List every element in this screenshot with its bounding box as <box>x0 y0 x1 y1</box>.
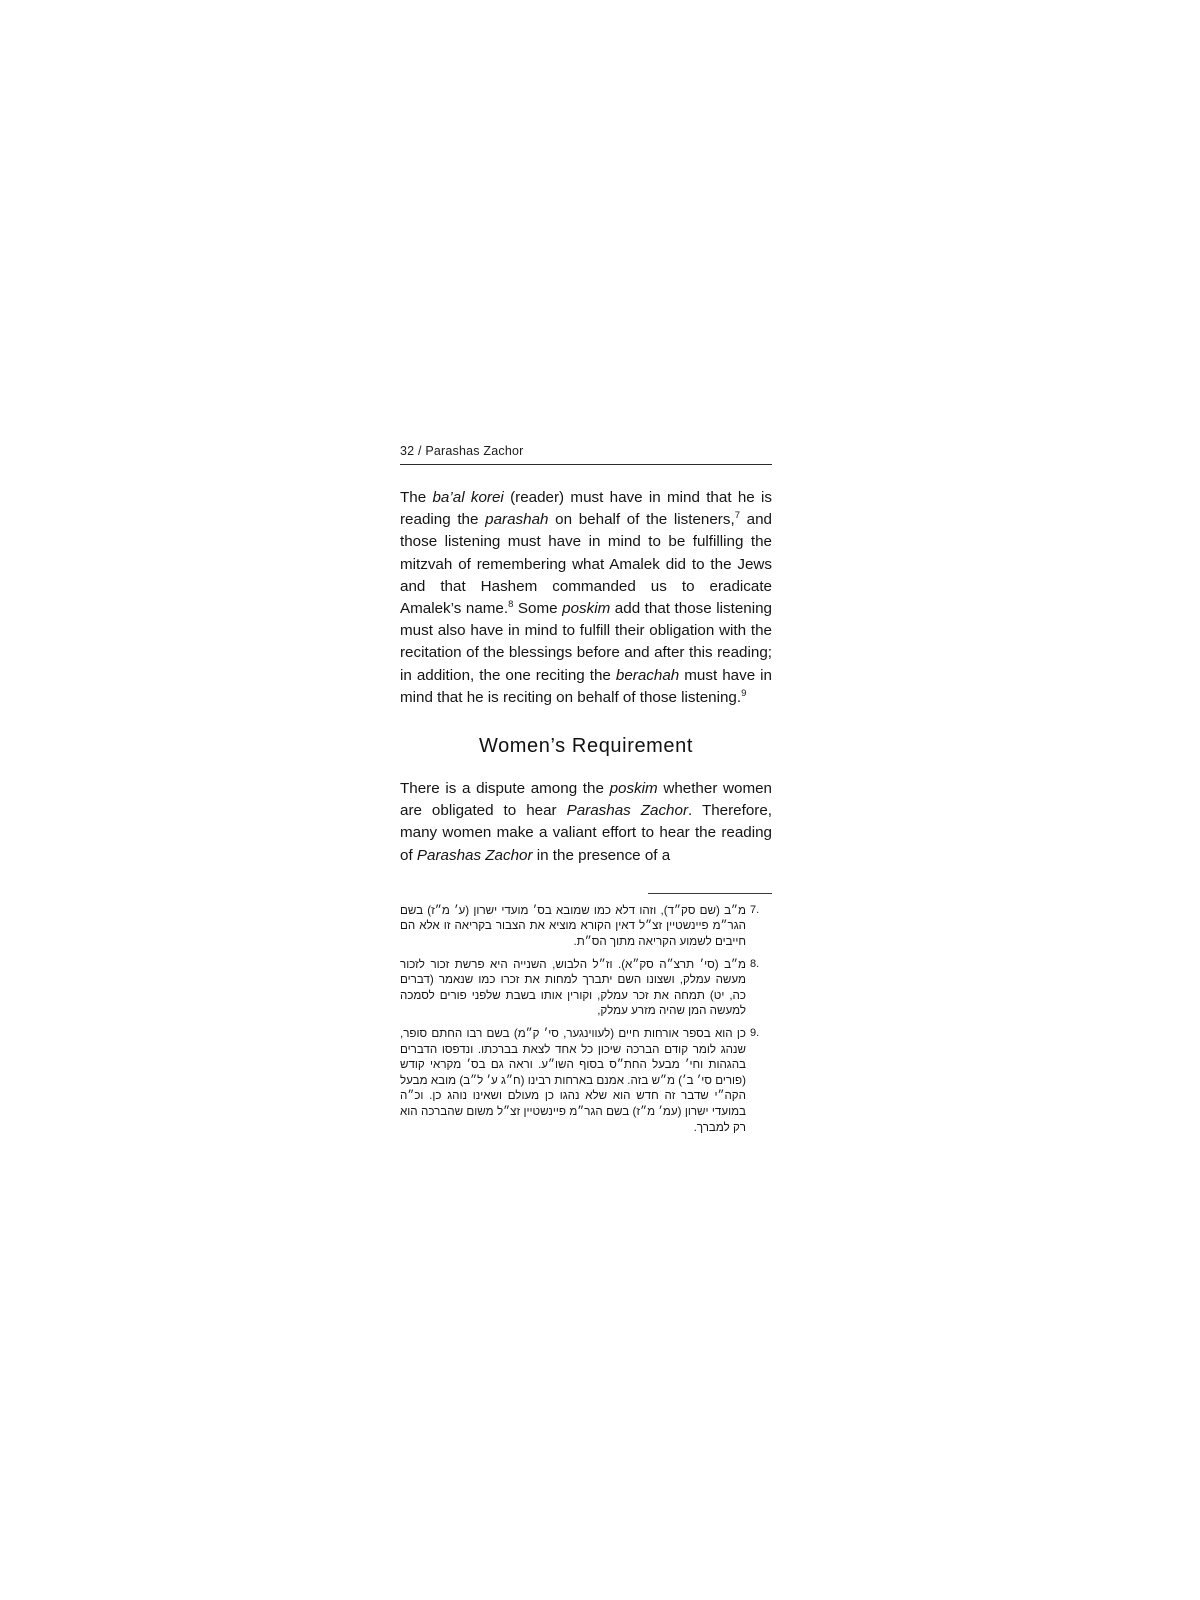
running-head: 32 / Parashas Zachor <box>400 444 524 458</box>
text-run: in the presence of a <box>532 846 671 864</box>
text-run: whether women are obligated to hear <box>400 780 772 820</box>
text-run: and those listening must have in mind to be fulfilling the mitzvah of remembering what Amalek did to the Jews and that Hashem commanded us to eradicate Amalek’s name. <box>400 511 772 618</box>
footnote-text: מ״ב (סי׳ תרצ״ה סק״א). וז״ל הלבוש, השנייה היא פרשת זכור לזכור מעשה עמלק, ושצונו השם יתברך למחות את זכרו כמו שנאמר (דברים כה, יט) תמחה את זכר עמלק, וקורין אותו בשבת שלפני פורים לסמכה למעשה המן שהיה מזרע עמלק, <box>400 957 746 1018</box>
text-run: There is a dispute among the <box>400 780 610 798</box>
italic-term: ba’al korei <box>432 489 504 506</box>
footnote-item <box>400 957 772 1019</box>
footnote-item <box>400 1026 772 1135</box>
text-run: . Therefore, many women make a valiant effort to hear the reading of <box>400 802 773 864</box>
footnote-marker[interactable]: 8 <box>508 598 514 610</box>
section-heading: Women’s Requirement <box>478 735 694 758</box>
footnote-item <box>400 903 772 950</box>
footnote-marker[interactable]: 7 <box>734 510 740 522</box>
text-run: must have in mind that he is reciting on behalf of those listening. <box>400 666 772 706</box>
footnote-number: 7. <box>750 903 760 916</box>
footnote-list <box>400 903 772 1135</box>
text-run: on behalf of the listeners, <box>548 511 735 529</box>
text-run: The <box>400 489 433 506</box>
body-paragraph-2 <box>400 778 772 867</box>
italic-term: Parashas Zachor <box>566 802 689 820</box>
text-run: (reader) must have in mind that he is reading the <box>400 489 772 529</box>
italic-term: berachah <box>615 666 680 684</box>
header-divider <box>400 464 772 465</box>
page-content <box>400 444 772 1142</box>
italic-term: poskim <box>562 600 611 618</box>
footnote-divider <box>648 893 772 894</box>
text-run: Some <box>513 600 563 618</box>
body-paragraph-1 <box>400 487 772 709</box>
footnote-text: כן הוא בספר אורחות חיים (לעווינגער, סי׳ ק״מ) בשם רבו החתם סופר, שנהג לומר קודם הברכה שיכון כל אחד לצאת בברכתו. ונדפסו הדברים בהגהות וחי׳ מבעל החת״ס בסוף השו״ע. וראה גם בס׳ מקראי קודש (פורים סי׳ ב׳) מ״ש בזה. אמנם בארחות רבינו (ח״ג ע׳ ל״ב) מובא מבעל הקה״י שדבר זה חדש הוא שלא נהגו כן מעולם ושאינו נוהג כן. וכ״ה במועדי ישרון (עמ׳ מ״ז) בשם הגר״מ פיינשטיין זצ״ל משום שהברכה הוא רק למברך. <box>400 1027 746 1134</box>
italic-term: poskim <box>609 780 658 798</box>
footnote-number: 9. <box>750 1027 760 1039</box>
italic-term: parashah <box>485 511 549 529</box>
footnote-text: מ״ב (שם סק״ד), וזהו דלא כמו שמובא בס׳ מועדי ישרון (ע׳ מ״ז) בשם הגר״מ פיינשטיין זצ״ל דאין הקורא מוציא את הצבור בקריאה זו אלא הם חייבים לשמוע הקריאה מתוך הס״ת. <box>400 903 746 949</box>
text-run: add that those listening must also have in mind to fulfill their obligation with the recitation of the blessings before and after this reading; in addition, the one reciting the <box>400 600 772 684</box>
footnote-marker[interactable]: 9 <box>741 687 747 699</box>
footnote-number: 8. <box>750 957 760 970</box>
italic-term: Parashas Zachor <box>416 846 533 864</box>
